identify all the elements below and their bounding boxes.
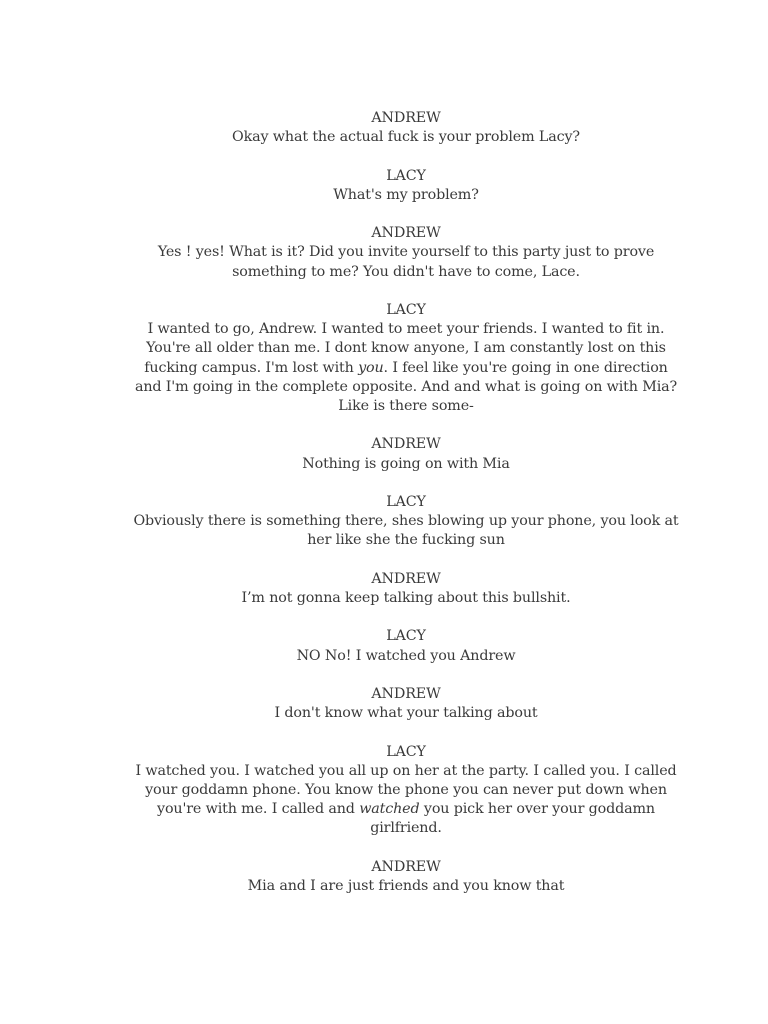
speaker-name: LACY — [386, 743, 426, 760]
speaker-name: ANDREW — [371, 110, 441, 126]
dialogue-text: . I feel like you're going in one direction and I'm going in the complete opposite. And and what is going on with Mia? Like is there some- — [134, 359, 678, 414]
speaker-name: ANDREW — [371, 436, 441, 453]
dialogue-block — [132, 570, 680, 608]
dialogue-line — [132, 455, 680, 474]
speaker-name: LACY — [386, 628, 426, 645]
dialogue-text: NO No! I watched you Andrew — [296, 647, 516, 664]
dialogue-text: Nothing is going on with Mia — [302, 455, 510, 472]
dialogue-block — [132, 858, 680, 896]
speaker-name: ANDREW — [371, 225, 441, 242]
dialogue-line — [132, 186, 680, 205]
dialogue-text: I don't know what your talking about — [274, 705, 538, 722]
dialogue-text: you pick her over your goddamn girlfriend. — [370, 801, 655, 837]
dialogue-emphasis: watched — [359, 801, 420, 818]
script-page — [132, 109, 680, 915]
dialogue-block — [132, 109, 680, 147]
dialogue-line — [132, 243, 680, 281]
speaker-name: LACY — [386, 301, 426, 318]
dialogue-line — [132, 762, 680, 839]
dialogue-line — [132, 877, 680, 896]
dialogue-emphasis: you — [358, 359, 384, 376]
dialogue-text: Mia and I are just friends and you know that — [247, 877, 565, 894]
dialogue-block — [132, 167, 680, 205]
dialogue-line — [132, 512, 680, 550]
dialogue-text: I wanted to go, Andrew. I wanted to meet your friends. I wanted to fit in. You're all older than me. I dont know anyone, I am constantly lost on this fucking campus. I'm lost with — [144, 321, 666, 376]
dialogue-line — [132, 320, 680, 416]
dialogue-block — [132, 435, 680, 473]
dialogue-line — [132, 128, 680, 147]
dialogue-text: Obviously there is something there, shes blowing up your phone, you look at her like she the fucking sun — [133, 513, 679, 549]
speaker-name: ANDREW — [371, 570, 441, 587]
speaker-name: ANDREW — [371, 685, 441, 702]
dialogue-block — [132, 224, 680, 282]
speaker-name: LACY — [386, 167, 426, 184]
dialogue-block — [132, 301, 680, 416]
dialogue-text: I watched you. I watched you all up on her at the party. I called you. I called your goddamn phone. You know the phone you can never put down when you're with me. I called and — [135, 762, 677, 818]
dialogue-text: Yes ! yes! What is it? Did you invite yourself to this party just to prove something to me? You didn't have to come, Lace. — [157, 244, 655, 280]
dialogue-text: Okay what the actual fuck is your problem Lacy? — [232, 129, 580, 146]
dialogue-block — [132, 743, 680, 839]
dialogue-line — [132, 647, 680, 666]
speaker-name: ANDREW — [371, 858, 441, 875]
dialogue-text: What's my problem? — [333, 186, 479, 203]
speaker-name: LACY — [386, 493, 426, 510]
dialogue-text: I’m not gonna keep talking about this bullshit. — [241, 589, 571, 606]
dialogue-block — [132, 493, 680, 551]
dialogue-line — [132, 589, 680, 608]
dialogue-line — [132, 704, 680, 723]
dialogue-block — [132, 685, 680, 723]
dialogue-block — [132, 627, 680, 665]
